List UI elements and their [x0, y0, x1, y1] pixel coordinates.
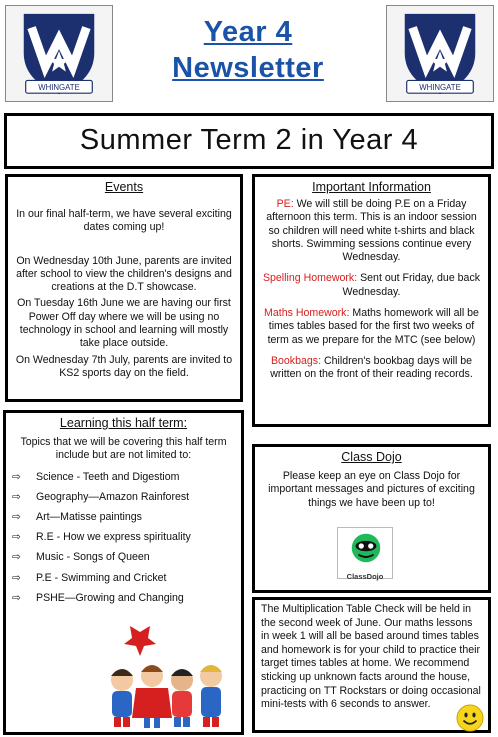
events-panel — [5, 174, 243, 402]
arrow-bullet-icon: ⇨ — [12, 510, 21, 523]
svg-text:WHINGATE: WHINGATE — [419, 83, 461, 93]
dojo-monster-icon — [338, 528, 394, 566]
term-banner — [4, 113, 494, 169]
events-item: On Wednesday 7th July, parents are invited to KS2 sports day on the field. — [15, 353, 233, 379]
kid-figure-icon — [200, 665, 222, 727]
topic-item: ⇨ P.E - Swimming and Cricket — [12, 571, 167, 584]
events-item: On Tuesday 16th June we are having our first Power Off day where we will be using no technology in school and learning will mostly take place outside. — [17, 297, 231, 350]
smiley-face-icon — [456, 704, 484, 732]
info-label: Maths Homework: — [264, 307, 350, 320]
topic-item: ⇨ Music - Songs of Queen — [12, 551, 150, 564]
dojo-text: Please keep an eye on Class Dojo for important messages and pictures of exciting things we have been up to! — [268, 470, 475, 509]
info-label: PE: — [276, 198, 294, 210]
info-item-pe — [260, 198, 483, 264]
info-item-bookbags — [260, 355, 483, 382]
events-item: On Wednesday 10th June, parents are invited after school to view the children's designs and creations at the D.T showcase. — [16, 254, 232, 294]
topic-item: ⇨ PSHE—Growing and Changing — [12, 591, 184, 604]
kid-figure-icon — [132, 665, 172, 728]
topic-item: ⇨ Geography—Amazon Rainforest — [12, 490, 190, 503]
important-info-panel — [252, 174, 491, 427]
learning-heading: Learning this half term: — [59, 416, 188, 430]
arrow-bullet-icon: ⇨ — [12, 591, 21, 604]
info-label: Spelling Homework: — [262, 272, 358, 285]
info-item-maths — [260, 307, 483, 347]
badge-icon — [124, 626, 156, 656]
masthead-newsletter: Newsletter — [172, 52, 324, 84]
masthead-year: Year 4 — [203, 16, 293, 48]
learning-intro: Topics that we will be covering this half term include but are not limited to: — [20, 436, 227, 462]
info-label: Bookbags: — [270, 354, 322, 367]
class-dojo-panel — [252, 444, 491, 593]
dojo-heading: Class Dojo — [341, 450, 402, 464]
dojo-logo-label: ClassDojo — [346, 572, 384, 581]
events-heading: Events — [104, 180, 144, 194]
kid-figure-icon — [171, 669, 193, 727]
banner-title: Summer Term 2 in Year 4 — [79, 124, 419, 156]
arrow-bullet-icon: ⇨ — [12, 470, 21, 483]
kid-figure-icon — [111, 669, 133, 727]
mtc-text: The Multiplication Table Check will be held in the second week of June. Our maths lessons in week 1 will all be based around times tables and homework is for your child to practice their target times tables at home. We recommend sticking up unknown facts around the house, practicing on TT Rockstars or doing occasional mini-tests with 6 seconds to answer. — [261, 603, 481, 711]
school-crest-icon — [387, 6, 493, 101]
class-dojo-logo — [337, 527, 393, 579]
arrow-bullet-icon: ⇨ — [12, 571, 21, 584]
svg-text:WHINGATE: WHINGATE — [38, 83, 80, 93]
newsletter-masthead — [117, 5, 379, 108]
topics-list — [12, 471, 235, 605]
info-text: Sent out Friday, due back Wednesday. — [342, 272, 481, 298]
info-text: Children's bookbag days will be written on the front of their reading records. — [270, 354, 473, 381]
info-heading: Important Information — [312, 180, 431, 194]
topic-item: ⇨ Science - Teeth and Digestiom — [12, 470, 180, 483]
events-intro: In our final half-term, we have several exciting dates coming up! — [16, 208, 232, 234]
topic-item: ⇨ R.E - How we express spirituality — [12, 531, 191, 544]
mtc-panel — [252, 597, 491, 733]
arrow-bullet-icon: ⇨ — [12, 490, 21, 503]
topic-item: ⇨ Art—Matisse paintings — [12, 510, 142, 523]
arrow-bullet-icon: ⇨ — [12, 531, 21, 544]
school-crest-right — [386, 5, 494, 102]
school-crest-icon — [6, 6, 112, 101]
info-item-spelling — [260, 272, 483, 299]
superhero-kids-illustration — [100, 622, 232, 730]
arrow-bullet-icon: ⇨ — [12, 551, 21, 564]
school-crest-left — [5, 5, 113, 102]
info-text: Maths homework will all be times tables based for the first two weeks of term as we prepare for the MTC (see below) — [267, 307, 479, 346]
info-text: We will still be doing P.E on a Friday afternoon this term. This is an indoor session so children will need white t-shirts and black shorts. Swimming sessions continue every Wednesday. — [266, 198, 477, 264]
